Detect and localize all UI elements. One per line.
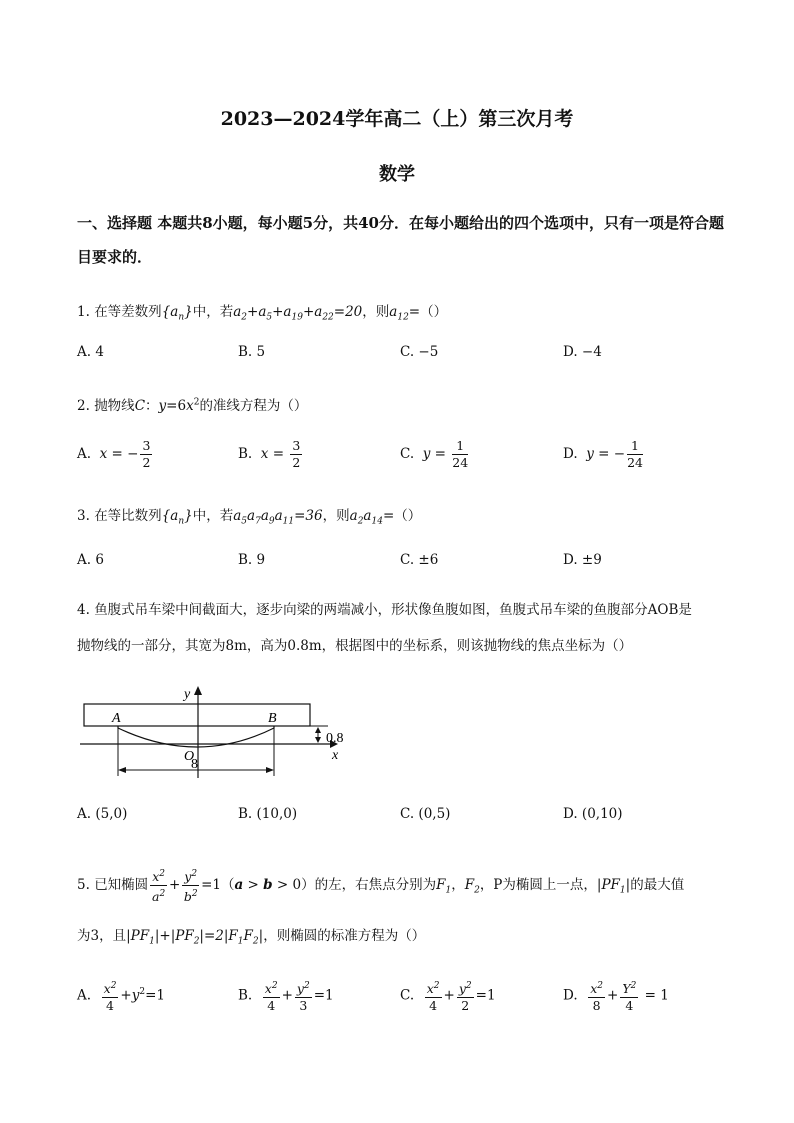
q4-option-c: C. (0,5): [400, 806, 451, 822]
q1-option-c: C. −5: [400, 344, 439, 360]
y-axis-label: y: [184, 687, 191, 702]
q4-option-b: B. (10,0): [238, 806, 298, 822]
q2-option-a: A. x = − $\frac{3}{2}$: [77, 438, 151, 470]
question-3: 3. 在等比数列$\{a_n\}$中，若$a_5a_7a_9a_{11}=36$，则$a_2a_{14}=()$: [77, 508, 422, 527]
question-4-line-2: 抛物线的一部分，其宽为8m，高为0.8m，根据图中的坐标系，则该抛物线的焦点坐标为（）: [77, 638, 633, 654]
q5-option-a: A. $\frac{x^2}{4}$ $+y^2=1$: [77, 978, 165, 1014]
question-4-line-1: 4. 鱼腹式吊车梁中间截面大，逐步向梁的两端减小，形状像鱼腹如图，鱼腹式吊车梁的鱼腹部分AOB是: [77, 602, 692, 618]
page-title: 2023—2024学年高二（上）第三次月考: [220, 108, 574, 130]
question-1: 1. 在等差数列$\{a_n\}$中，若$a_2+a_5+a_{19}+a_{22}=20$，则$a_{12}=()$: [77, 304, 448, 323]
q3-option-d: D. ±9: [563, 552, 602, 568]
q3-option-a: A. 6: [77, 552, 104, 568]
q2-option-d: D. y = − $\frac{1}{24}$: [563, 438, 643, 470]
section-heading: 一、选择题 本题共8小题，每小题5分，共40分．在每小题给出的四个选项中，只有一项是符合题目要求的．: [77, 214, 724, 266]
q1-option-d: D. −4: [563, 344, 602, 360]
point-a-label: A: [112, 711, 121, 726]
q3-option-c: C. ±6: [400, 552, 439, 568]
q3-option-b: B. 9: [238, 552, 266, 568]
point-b-label: B: [268, 711, 277, 726]
q2-option-c: C. y = $\frac{1}{24}$: [400, 438, 469, 470]
q5-option-b: B. $\frac{x^2}{4}$ + $\frac{y^2}{3}$ =1: [238, 978, 334, 1014]
question-5-line-2: 为3，且$|PF_1|+|PF_2|=2|F_1F_2|$，则椭圆的标准方程为（）: [77, 928, 426, 947]
subject-title: 数学: [379, 164, 415, 185]
q2-option-b: B. x = $\frac{3}{2}$: [238, 438, 301, 470]
q5-option-d: D. $\frac{x^2}{8}$ + $\frac{Y^2}{4}$ = 1: [563, 978, 669, 1014]
q4-option-a: A. (5,0): [77, 806, 128, 822]
beam-figure: [76, 684, 366, 784]
q5-option-c: C. $\frac{x^2}{4}$ + $\frac{y^2}{2}$ =1: [400, 978, 496, 1014]
origin-label: O: [184, 749, 195, 764]
x-axis-label: x: [332, 748, 339, 763]
q4-option-d: D. (0,10): [563, 806, 623, 822]
question-5-line-1: 5. 已知椭圆 $\frac{x^2}{a^2}$ + $\frac{y^2}{b^2}$ =1（a > b > 0）的左，右焦点分别为$F_1$，$F_2$，P为椭圆上一点，$|PF_1|$的最大值: [77, 866, 684, 905]
q1-option-b: B. 5: [238, 344, 266, 360]
q1-option-a: A. 4: [77, 344, 104, 360]
question-2: 2. 抛物线C：$y=6x^2$的准线方程为（）: [77, 397, 308, 414]
height-label: 0.8: [326, 731, 344, 746]
width-label: 8: [191, 757, 198, 772]
